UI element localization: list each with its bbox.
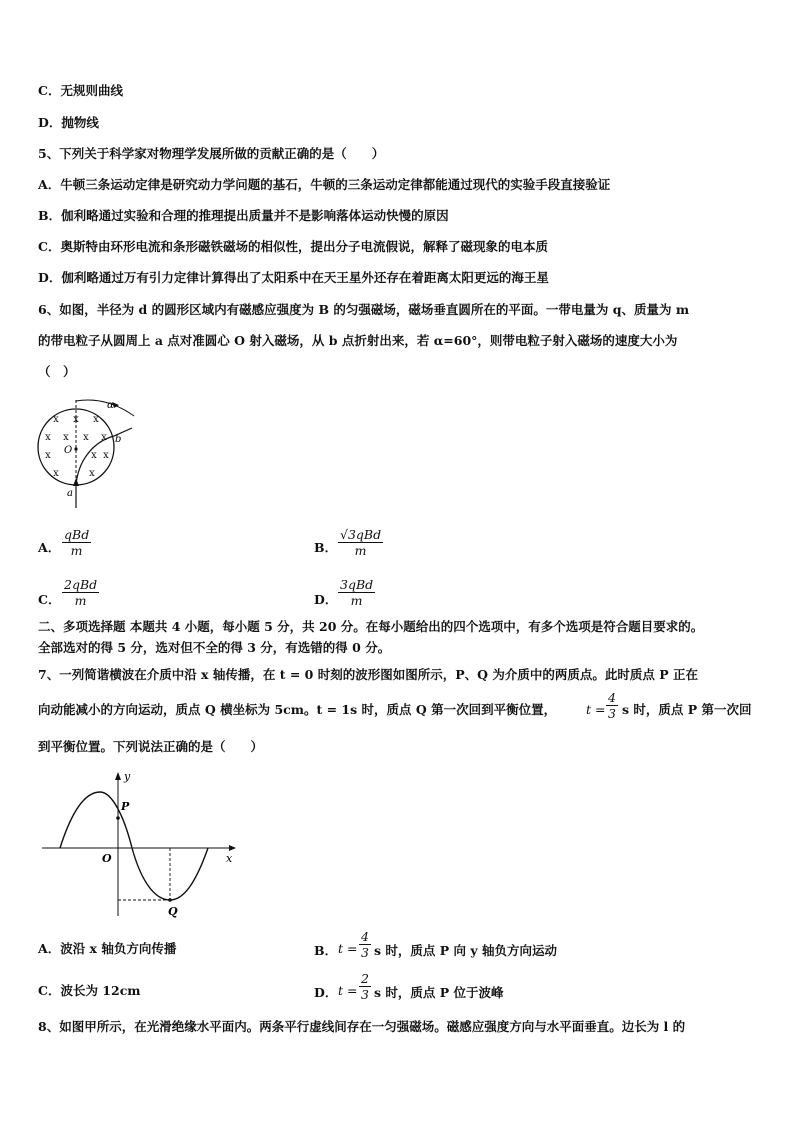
- svg-text:x: x: [89, 468, 95, 479]
- label-origin: O: [102, 852, 112, 865]
- q7-option-b-t: t =: [338, 941, 358, 956]
- q6-stem-line2: 的带电粒子从圆周上 a 点对准圆心 O 射入磁场，从 b 点折射出来，若 α=60°，则带电粒子射入磁场的速度大小为: [38, 333, 678, 348]
- q5-option-b: B．伽利略通过实验和合理的推理提出质量并不是影响落体运动快慢的原因: [38, 208, 449, 223]
- q7-stem-line1: 7、一列简谐横波在介质中沿 x 轴传播，在 t = 0 时刻的波形图如图所示，P、Q 为介质中的两质点。此时质点 P 正在: [38, 667, 698, 682]
- label-q: Q: [168, 905, 178, 918]
- q6-option-b-label: B．: [314, 540, 338, 555]
- q5-stem: 5、下列关于科学家对物理学发展所做的贡献正确的是（ ）: [38, 146, 385, 161]
- label-o: O: [64, 445, 73, 456]
- label-b: b: [115, 434, 122, 445]
- field-crosses: [45, 414, 109, 479]
- q5-option-a: A．牛顿三条运动定律是研究动力学问题的基石，牛顿的三条运动定律都能通过现代的实验手段直接验证: [38, 177, 611, 192]
- q6-option-a-fraction: qBd m: [64, 527, 90, 558]
- q6-stem-line1: 6、如图，半径为 d 的圆形区域内有磁感应强度为 B 的匀强磁场，磁场垂直圆所在的平面。一带电量为 q、质量为 m: [38, 302, 690, 317]
- y-axis-arrow-icon: [115, 772, 121, 780]
- section2-heading-line1: 二、多项选择题 本题共 4 小题，每小题 5 分，共 20 分。在每小题给出的四个选项中，有多个选项是符合题目要求的。: [38, 619, 704, 634]
- q6-option-a-label: A．: [38, 540, 61, 555]
- svg-text:x: x: [53, 414, 59, 425]
- label-a: a: [67, 488, 73, 499]
- q7-option-d-fraction: $\frac{2}{3}$: [361, 971, 369, 1002]
- q7-option-b-text: s 时，质点 P 向 y 轴负方向运动: [374, 943, 557, 958]
- svg-text:x: x: [93, 414, 99, 425]
- q5-option-d: D．伽利略通过万有引力定律计算得出了太阳系中在天王星外还存在着距离太阳更远的海王星: [38, 270, 549, 285]
- svg-text:x: x: [103, 450, 109, 461]
- svg-text:x: x: [73, 414, 79, 425]
- q7-stem-line3: 到平衡位置。下列说法正确的是（ ）: [38, 739, 264, 754]
- point-p: [116, 816, 120, 820]
- x-axis-arrow-icon: [229, 845, 236, 851]
- q7-option-b-fraction: $\frac{4}{3}$: [361, 929, 369, 960]
- alpha-arc: [76, 400, 134, 416]
- q6-option-d-label: D．: [314, 592, 338, 607]
- q7-wave-figure: [38, 766, 248, 920]
- q7-option-a: A．波沿 x 轴负方向传播: [38, 941, 177, 956]
- section2-heading-line2: 全部选对的得 5 分，选对但不全的得 3 分，有选错的得 0 分。: [38, 640, 391, 655]
- svg-text:x: x: [45, 432, 51, 443]
- label-y: y: [124, 770, 131, 783]
- q6-option-b-fraction: √3qBd m: [340, 527, 382, 558]
- q7-option-d-label: D．: [314, 985, 338, 1000]
- q5-option-c: C．奥斯特由环形电流和条形磁铁磁场的相似性，提出分子电流假说，解释了磁现象的电本质: [38, 239, 548, 254]
- q7-stem-line2b: s 时，质点 P 第一次回: [622, 702, 752, 717]
- q7-stem-fraction: $\frac{4}{3}$: [608, 690, 616, 721]
- svg-text:x: x: [101, 432, 107, 443]
- label-p: P: [121, 800, 130, 813]
- svg-text:x: x: [53, 468, 59, 479]
- q7-option-c: C．波长为 12cm: [38, 983, 141, 998]
- q6-option-d-fraction: 3qBd m: [340, 577, 374, 608]
- q7-option-d-t: t =: [338, 983, 358, 998]
- q7-option-d-text: s 时，质点 P 位于波峰: [374, 985, 504, 1000]
- svg-text:x: x: [45, 450, 51, 461]
- q4-option-c: C．无规则曲线: [38, 83, 123, 98]
- center-dot: [74, 447, 77, 450]
- q6-option-c-label: C．: [38, 592, 61, 607]
- q7-stem-t: t =: [586, 702, 606, 717]
- q7-option-b-label: B．: [314, 943, 338, 958]
- q4-option-d: D．抛物线: [38, 115, 99, 130]
- q8-stem-line1: 8、如图甲所示，在光滑绝缘水平面内。两条平行虚线间存在一匀强磁场。磁感应强度方向与水平面垂直。边长为 l 的: [38, 1019, 686, 1034]
- q6-stem-line3: （ ）: [38, 364, 76, 379]
- label-x: x: [226, 852, 233, 865]
- label-alpha: α: [107, 400, 114, 411]
- q7-stem-line2a: 向动能减小的方向运动，质点 Q 横坐标为 5cm。t = 1s 时，质点 Q 第一次回到平衡位置，: [38, 702, 557, 717]
- svg-text:x: x: [83, 432, 89, 443]
- svg-text:x: x: [91, 450, 97, 461]
- q6-option-c-fraction: 2qBd m: [64, 577, 98, 608]
- q6-magnetic-field-figure: [34, 392, 144, 510]
- svg-text:x: x: [63, 432, 69, 443]
- wave-curve: [60, 792, 208, 900]
- point-q: [168, 898, 172, 902]
